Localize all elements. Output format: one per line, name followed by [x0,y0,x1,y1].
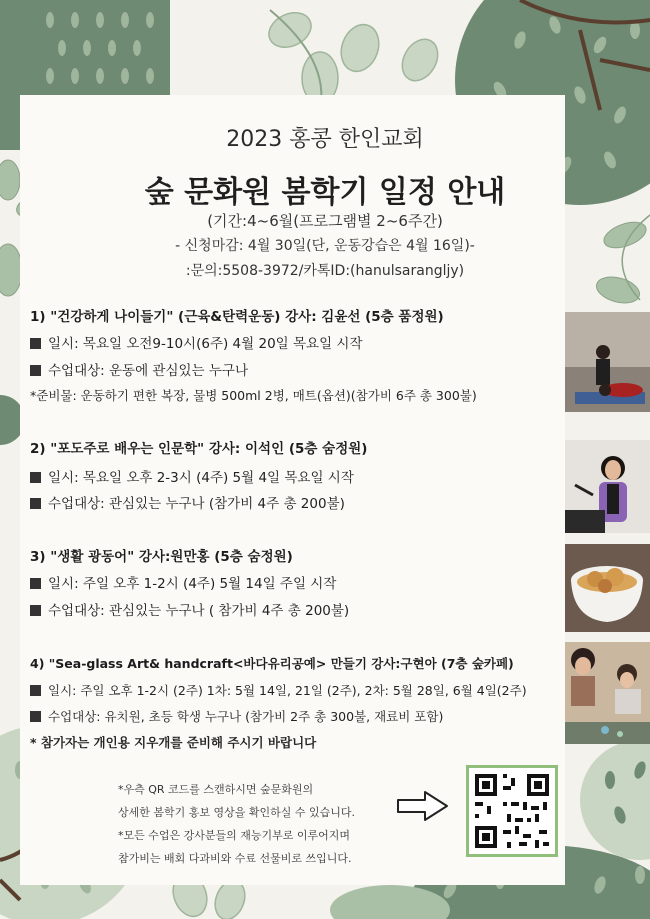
course-4-target: 수업대상: 유치원, 초등 학생 누구나 (참가비 2주 총 300불, 재료비 포함) [30,707,443,725]
page-title: 숲 문화원 봄학기 일정 안내 [144,175,506,210]
period-line: (기간:4~6월(프로그램별 2~6주간) [207,212,443,230]
course-4-schedule: 일시: 주일 오후 1-2시 (2주) 1차: 5월 14일, 21일 (2주), 2차: 5월 28일, 6월 4일(2주) [30,681,527,699]
photo-lecturer [565,440,650,533]
contact-line: :문의:5508-3972/카톡ID:(hanulsarangljy) [185,263,465,279]
bullet-square-icon [30,365,41,376]
note-line-4: 참가비는 배회 다과비와 수료 선물비로 쓰입니다. [118,852,352,865]
bullet-square-icon [30,711,41,722]
bullet-square-icon [30,498,41,509]
qr-code-pattern [469,768,555,854]
course-3-target: 수업대상: 관심있는 누구나 ( 참가비 4주 총 200불) [30,599,349,619]
note-line-2: 상세한 봄학기 홍보 영상을 확인하실 수 있습니다. [118,806,355,819]
photo-food-bowl [565,544,650,632]
bullet-square-icon [30,472,41,483]
course-2-target: 수업대상: 관심있는 누구나 (참가비 4주 총 200불) [30,492,345,512]
course-3-schedule: 일시: 주일 오후 1-2시 (4주) 5월 14일 주일 시작 [30,572,336,592]
footnote: * 참가자는 개인용 지우개를 준비해 주시기 바랍니다 [30,735,317,750]
bullet-square-icon [30,578,41,589]
photo-exercise-class [565,312,650,412]
course-2-title: 2) "포도주로 배우는 인문학" 강사: 이석인 (5층 숨정원) [30,441,368,457]
course-1-title: 1) "건강하게 나이들기" (근육&탄력운동) 강사: 김윤선 (5층 품정원) [30,309,444,325]
bullet-square-icon [30,338,41,349]
course-4-title: 4) "Sea-glass Art& handcraft<바다유리공예> 만들기 강사:구현아 (7층 숲카페) [30,656,514,671]
note-line-3: *모든 수업은 강사분들의 재능기부로 이루어지며 [118,829,351,842]
note-line-1: *우측 QR 코드를 스캔하시면 숲문화원의 [118,783,314,796]
bullet-square-icon [30,685,41,696]
course-1-supplies: *준비물: 운동하기 편한 복장, 물병 500ml 2병, 매트(옵션)(참가비 6주 총 300불) [30,388,477,403]
deadline-line: - 신청마감: 4월 30일(단, 운동강습은 4월 16일)- [175,238,475,254]
course-1-schedule: 일시: 목요일 오전9-10시(6주) 4월 20일 목요일 시작 [30,332,362,352]
bullet-square-icon [30,605,41,616]
church-subtitle: 2023 홍콩 한인교회 [226,127,424,152]
arrow-right-icon [395,788,450,824]
course-3-title: 3) "생활 광동어" 강사:원만홍 (5층 숨정원) [30,549,293,565]
course-2-schedule: 일시: 목요일 오후 2-3시 (4주) 5월 4일 목요일 시작 [30,466,354,486]
qr-code[interactable] [466,765,558,857]
photo-craft-class [565,642,650,744]
course-1-target: 수업대상: 운동에 관심있는 누구나 [30,359,248,379]
